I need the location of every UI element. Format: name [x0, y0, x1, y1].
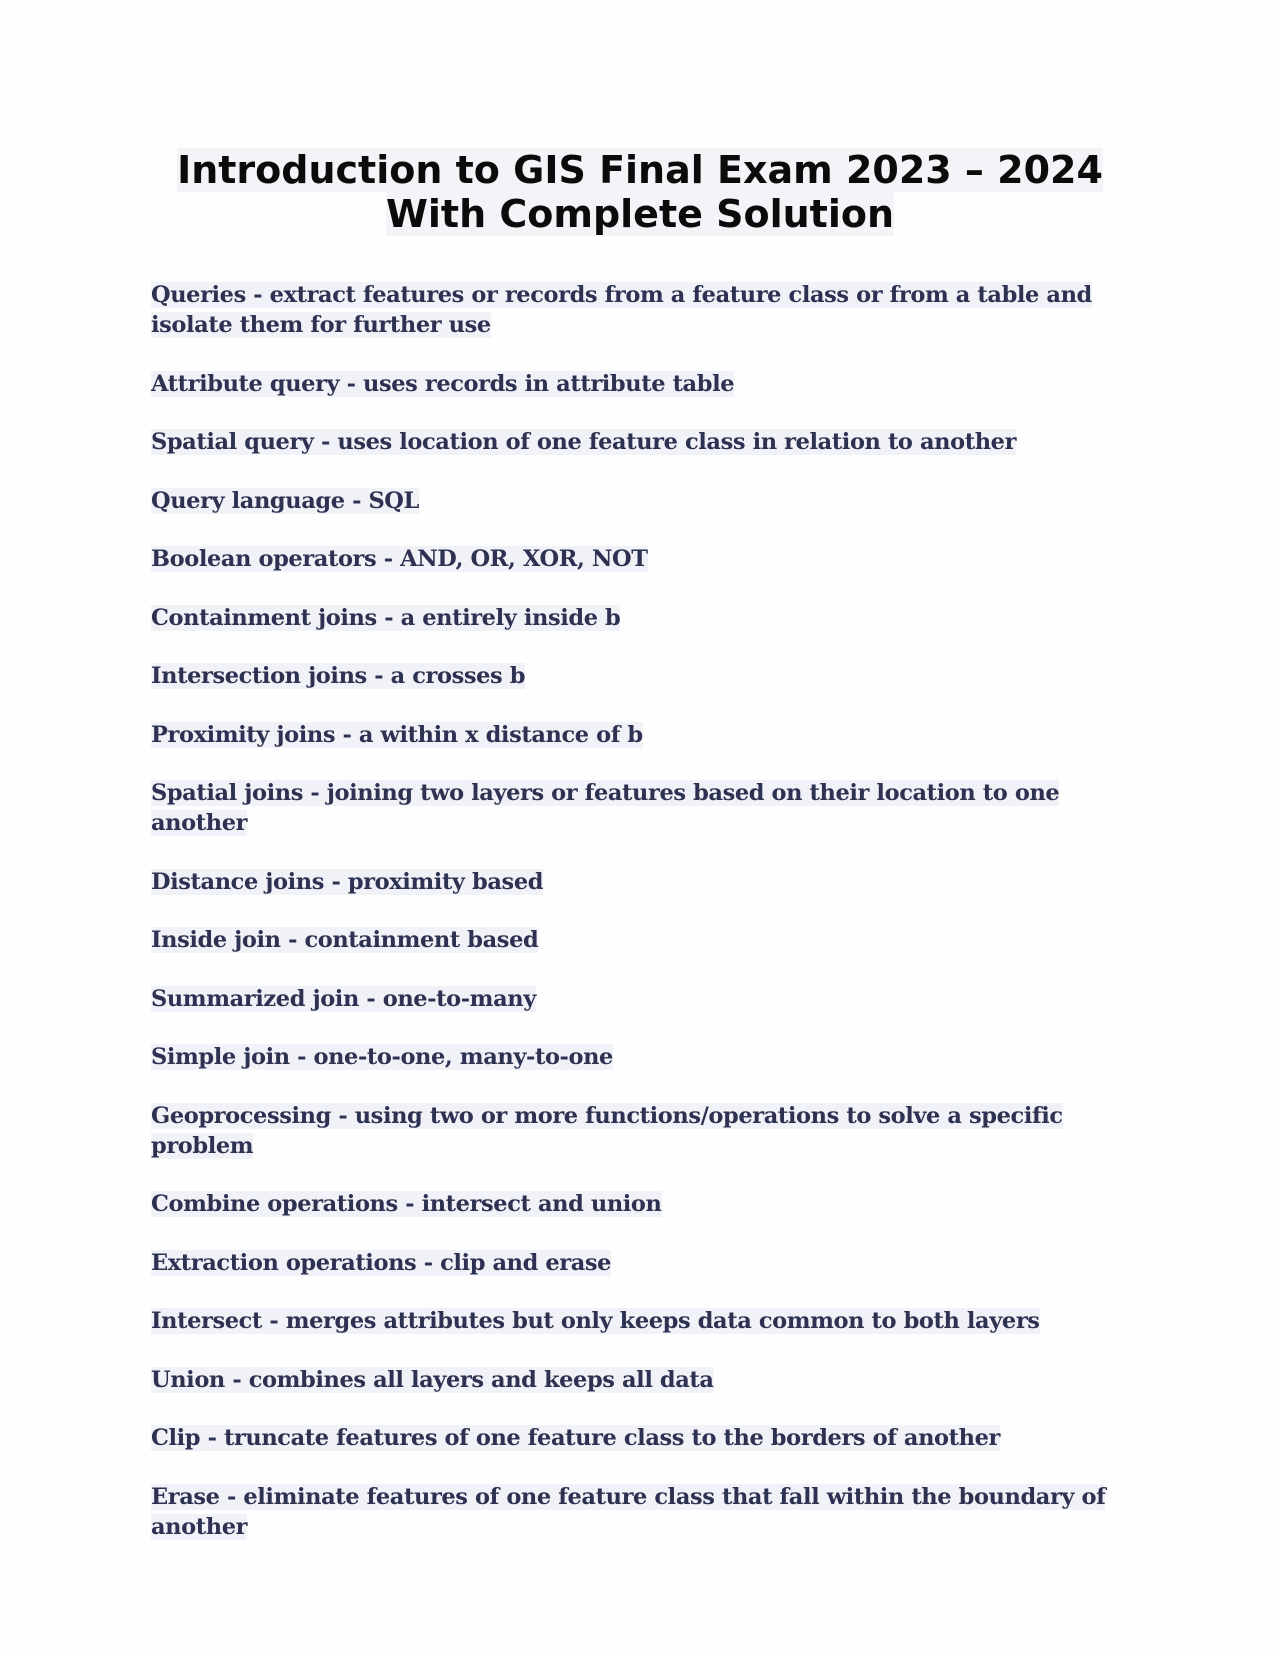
definition-item-clip: Clip - truncate features of one feature class to the borders of another: [151, 1425, 1000, 1451]
document-title: [150, 148, 1130, 236]
definition-item-boolean-operators: Boolean operators - AND, OR, XOR, NOT: [151, 546, 648, 572]
definition-item-extraction-operations: Extraction operations - clip and erase: [151, 1249, 612, 1276]
definition-item-erase: Erase - eliminate features of one feature class that fall within the boundary of another: [151, 1483, 1106, 1540]
definition-item-inside-join: Inside join - containment based: [151, 927, 539, 953]
definition-item-queries: Queries - extract features or records from a feature class or from a table and isolate them for further use: [151, 282, 1092, 338]
definition-item-combine-operations: Combine operations - intersect and union: [151, 1191, 662, 1217]
definition-item-union: Union - combines all layers and keeps all data: [151, 1366, 714, 1393]
definition-item-query-language: Query language - SQL: [151, 487, 419, 514]
definition-item-spatial-joins: Spatial joins - joining two layers or features based on their location to one another: [151, 780, 1060, 836]
title-line-1: Introduction to GIS Final Exam 2023 – 2024: [177, 148, 1103, 192]
definition-item-intersection-joins: Intersection joins - a crosses b: [151, 663, 526, 689]
definition-item-summarized-join: Summarized join - one-to-many: [151, 985, 536, 1012]
definition-list: [151, 280, 1111, 1570]
definition-item-simple-join: Simple join - one-to-one, many-to-one: [151, 1044, 613, 1070]
definition-item-attribute-query: Attribute query - uses records in attribute table: [151, 370, 735, 397]
definition-item-geoprocessing: Geoprocessing - using two or more functions/operations to solve a specific problem: [151, 1102, 1063, 1159]
definition-item-spatial-query: Spatial query - uses location of one feature class in relation to another: [151, 429, 1017, 455]
definition-item-distance-joins: Distance joins - proximity based: [151, 868, 544, 895]
title-line-2: With Complete Solution: [385, 192, 895, 236]
definition-item-containment-joins: Containment joins - a entirely inside b: [151, 604, 621, 631]
definition-item-proximity-joins: Proximity joins - a within x distance of b: [151, 721, 643, 748]
definition-item-intersect: Intersect - merges attributes but only keeps data common to both layers: [151, 1308, 1040, 1334]
